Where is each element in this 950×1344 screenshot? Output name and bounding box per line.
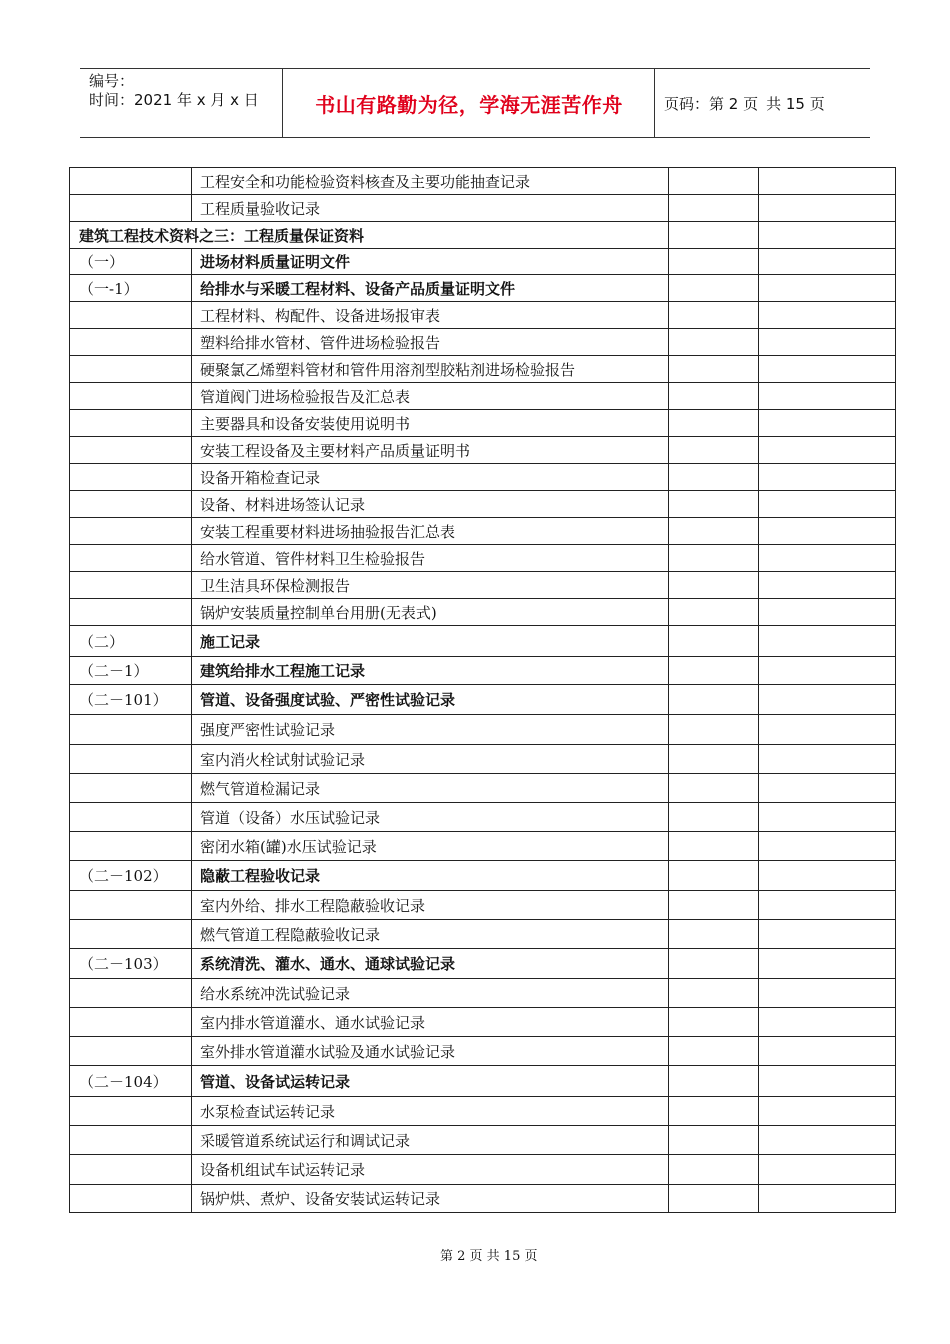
blank-cell — [759, 803, 896, 832]
item-cell: 密闭水箱(罐)水压试验记录 — [192, 832, 669, 861]
blank-cell — [759, 1126, 896, 1155]
blank-cell — [759, 657, 896, 685]
table-row — [70, 745, 896, 774]
blank-cell — [759, 1066, 896, 1097]
code-cell — [70, 1097, 192, 1126]
item-cell: 硬聚氯乙烯塑料管材和管件用溶剂型胶粘剂进场检验报告 — [192, 356, 669, 383]
code-cell — [70, 545, 192, 572]
code-cell: （二－102） — [70, 861, 192, 891]
blank-cell — [669, 275, 759, 302]
code-cell — [70, 1008, 192, 1037]
header-motto: 书山有路勤为径，学海无涯苦作舟 — [284, 69, 655, 137]
blank-cell — [669, 464, 759, 491]
code-cell — [70, 1126, 192, 1155]
table-row — [70, 1185, 896, 1213]
code-cell — [70, 168, 192, 195]
item-cell: 管道阀门进场检验报告及汇总表 — [192, 383, 669, 410]
table-row — [70, 599, 896, 626]
table-row — [70, 168, 896, 195]
blank-cell — [759, 464, 896, 491]
blank-cell — [759, 920, 896, 949]
code-cell — [70, 1185, 192, 1213]
blank-cell — [669, 832, 759, 861]
item-cell: 室内消火栓试射试验记录 — [192, 745, 669, 774]
item-cell: 隐蔽工程验收记录 — [192, 861, 669, 891]
table-row — [70, 979, 896, 1008]
blank-cell — [669, 715, 759, 745]
blank-cell — [669, 774, 759, 803]
page-header — [80, 68, 870, 138]
blank-cell — [759, 302, 896, 329]
code-cell — [70, 491, 192, 518]
code-cell: （二－103） — [70, 949, 192, 979]
blank-cell — [759, 599, 896, 626]
blank-cell — [669, 410, 759, 437]
blank-cell — [759, 222, 896, 249]
blank-cell — [759, 168, 896, 195]
table-row — [70, 1066, 896, 1097]
item-cell: 管道（设备）水压试验记录 — [192, 803, 669, 832]
code-cell: （一） — [70, 249, 192, 275]
item-cell: 设备机组试车试运转记录 — [192, 1155, 669, 1185]
table-row — [70, 383, 896, 410]
page-code-label: 页码：第 2 页 — [664, 94, 759, 113]
blank-cell — [669, 168, 759, 195]
table-row — [70, 249, 896, 275]
blank-cell — [669, 1097, 759, 1126]
blank-cell — [669, 861, 759, 891]
table-row — [70, 715, 896, 745]
blank-cell — [669, 222, 759, 249]
blank-cell — [669, 1185, 759, 1213]
code-cell — [70, 920, 192, 949]
item-cell: 主要器具和设备安装使用说明书 — [192, 410, 669, 437]
table-row — [70, 1097, 896, 1126]
blank-cell — [759, 410, 896, 437]
blank-cell — [669, 518, 759, 545]
code-cell — [70, 437, 192, 464]
table-row — [70, 518, 896, 545]
item-cell: 管道、设备强度试验、严密性试验记录 — [192, 685, 669, 715]
item-cell: 燃气管道检漏记录 — [192, 774, 669, 803]
code-cell — [70, 1155, 192, 1185]
blank-cell — [759, 518, 896, 545]
header-meta — [80, 69, 283, 137]
blank-cell — [669, 1155, 759, 1185]
item-cell: 工程质量验收记录 — [192, 195, 669, 222]
table-row — [70, 275, 896, 302]
blank-cell — [759, 626, 896, 657]
code-cell — [70, 195, 192, 222]
blank-cell — [759, 979, 896, 1008]
code-cell: （二－1） — [70, 657, 192, 685]
code-cell — [70, 803, 192, 832]
item-cell: 室内外给、排水工程隐蔽验收记录 — [192, 891, 669, 920]
blank-cell — [669, 920, 759, 949]
code-cell — [70, 745, 192, 774]
code-cell — [70, 979, 192, 1008]
blank-cell — [669, 491, 759, 518]
blank-cell — [759, 275, 896, 302]
page-total-label: 共 15 页 — [766, 94, 825, 113]
item-cell: 给排水与采暖工程材料、设备产品质量证明文件 — [192, 275, 669, 302]
item-cell: 燃气管道工程隐蔽验收记录 — [192, 920, 669, 949]
blank-cell — [669, 383, 759, 410]
table-row — [70, 195, 896, 222]
code-cell — [70, 774, 192, 803]
blank-cell — [759, 195, 896, 222]
blank-cell — [759, 891, 896, 920]
blank-cell — [759, 861, 896, 891]
table-row — [70, 861, 896, 891]
code-cell: （二－104） — [70, 1066, 192, 1097]
code-cell — [70, 599, 192, 626]
page-footer: 第 2 页 共 15 页 — [440, 1249, 538, 1264]
table-row — [70, 356, 896, 383]
table-row — [70, 920, 896, 949]
table-row — [70, 1037, 896, 1066]
blank-cell — [759, 383, 896, 410]
table-row — [70, 222, 896, 249]
records-table — [69, 167, 896, 1213]
blank-cell — [759, 1037, 896, 1066]
table-row — [70, 302, 896, 329]
item-cell: 安装工程重要材料进场抽验报告汇总表 — [192, 518, 669, 545]
table-row — [70, 329, 896, 356]
blank-cell — [669, 572, 759, 599]
item-cell: 水泵检查试运转记录 — [192, 1097, 669, 1126]
table-row — [70, 803, 896, 832]
table-row — [70, 437, 896, 464]
code-cell — [70, 383, 192, 410]
doc-time-label: 时间：2021 年 x 月 x 日 — [89, 91, 259, 109]
item-cell: 系统清洗、灌水、通水、通球试验记录 — [192, 949, 669, 979]
item-cell: 建筑给排水工程施工记录 — [192, 657, 669, 685]
item-cell: 室内排水管道灌水、通水试验记录 — [192, 1008, 669, 1037]
blank-cell — [759, 1185, 896, 1213]
blank-cell — [759, 545, 896, 572]
blank-cell — [759, 1097, 896, 1126]
header-page-info — [655, 69, 870, 137]
blank-cell — [669, 249, 759, 275]
table-row — [70, 491, 896, 518]
table-row — [70, 949, 896, 979]
blank-cell — [759, 1008, 896, 1037]
code-cell — [70, 832, 192, 861]
item-cell: 给水系统冲洗试验记录 — [192, 979, 669, 1008]
table-row — [70, 464, 896, 491]
item-cell: 采暖管道系统试运行和调试记录 — [192, 1126, 669, 1155]
blank-cell — [759, 491, 896, 518]
item-cell: 卫生洁具环保检测报告 — [192, 572, 669, 599]
table-row — [70, 657, 896, 685]
blank-cell — [759, 685, 896, 715]
code-cell — [70, 891, 192, 920]
item-cell: 室外排水管道灌水试验及通水试验记录 — [192, 1037, 669, 1066]
table-row — [70, 545, 896, 572]
blank-cell — [669, 1008, 759, 1037]
blank-cell — [669, 891, 759, 920]
blank-cell — [759, 1155, 896, 1185]
code-cell — [70, 518, 192, 545]
blank-cell — [669, 979, 759, 1008]
blank-cell — [669, 545, 759, 572]
item-cell: 给水管道、管件材料卫生检验报告 — [192, 545, 669, 572]
blank-cell — [669, 1126, 759, 1155]
blank-cell — [669, 1066, 759, 1097]
section-heading-cell: 建筑工程技术资料之三：工程质量保证资料 — [70, 222, 669, 249]
item-cell: 管道、设备试运转记录 — [192, 1066, 669, 1097]
blank-cell — [669, 195, 759, 222]
blank-cell — [669, 1037, 759, 1066]
item-cell: 塑料给排水管材、管件进场检验报告 — [192, 329, 669, 356]
blank-cell — [669, 657, 759, 685]
blank-cell — [759, 745, 896, 774]
table-row — [70, 774, 896, 803]
table-row — [70, 832, 896, 861]
blank-cell — [669, 437, 759, 464]
blank-cell — [669, 803, 759, 832]
item-cell: 锅炉安装质量控制单台用册(无表式) — [192, 599, 669, 626]
item-cell: 设备开箱检查记录 — [192, 464, 669, 491]
blank-cell — [669, 302, 759, 329]
code-cell — [70, 356, 192, 383]
blank-cell — [669, 745, 759, 774]
code-cell: （二－101） — [70, 685, 192, 715]
code-cell — [70, 715, 192, 745]
code-cell — [70, 1037, 192, 1066]
blank-cell — [759, 832, 896, 861]
table-row — [70, 685, 896, 715]
code-cell — [70, 572, 192, 599]
records-table-body — [70, 168, 896, 1213]
item-cell: 进场材料质量证明文件 — [192, 249, 669, 275]
blank-cell — [759, 356, 896, 383]
blank-cell — [669, 356, 759, 383]
table-row — [70, 1155, 896, 1185]
item-cell: 锅炉烘、煮炉、设备安装试运转记录 — [192, 1185, 669, 1213]
code-cell: （二） — [70, 626, 192, 657]
blank-cell — [759, 329, 896, 356]
item-cell: 工程安全和功能检验资料核查及主要功能抽查记录 — [192, 168, 669, 195]
table-row — [70, 410, 896, 437]
code-cell — [70, 329, 192, 356]
item-cell: 安装工程设备及主要材料产品质量证明书 — [192, 437, 669, 464]
item-cell: 施工记录 — [192, 626, 669, 657]
item-cell: 设备、材料进场签认记录 — [192, 491, 669, 518]
table-row — [70, 1126, 896, 1155]
blank-cell — [669, 599, 759, 626]
blank-cell — [759, 774, 896, 803]
table-row — [70, 572, 896, 599]
code-cell — [70, 410, 192, 437]
code-cell — [70, 464, 192, 491]
code-cell: （一-1） — [70, 275, 192, 302]
table-row — [70, 1008, 896, 1037]
blank-cell — [759, 949, 896, 979]
blank-cell — [759, 572, 896, 599]
blank-cell — [669, 626, 759, 657]
blank-cell — [669, 949, 759, 979]
blank-cell — [669, 685, 759, 715]
item-cell: 强度严密性试验记录 — [192, 715, 669, 745]
doc-number-label: 编号： — [89, 72, 135, 90]
blank-cell — [669, 329, 759, 356]
table-row — [70, 626, 896, 657]
table-row — [70, 891, 896, 920]
blank-cell — [759, 249, 896, 275]
item-cell: 工程材料、构配件、设备进场报审表 — [192, 302, 669, 329]
code-cell — [70, 302, 192, 329]
blank-cell — [759, 437, 896, 464]
blank-cell — [759, 715, 896, 745]
